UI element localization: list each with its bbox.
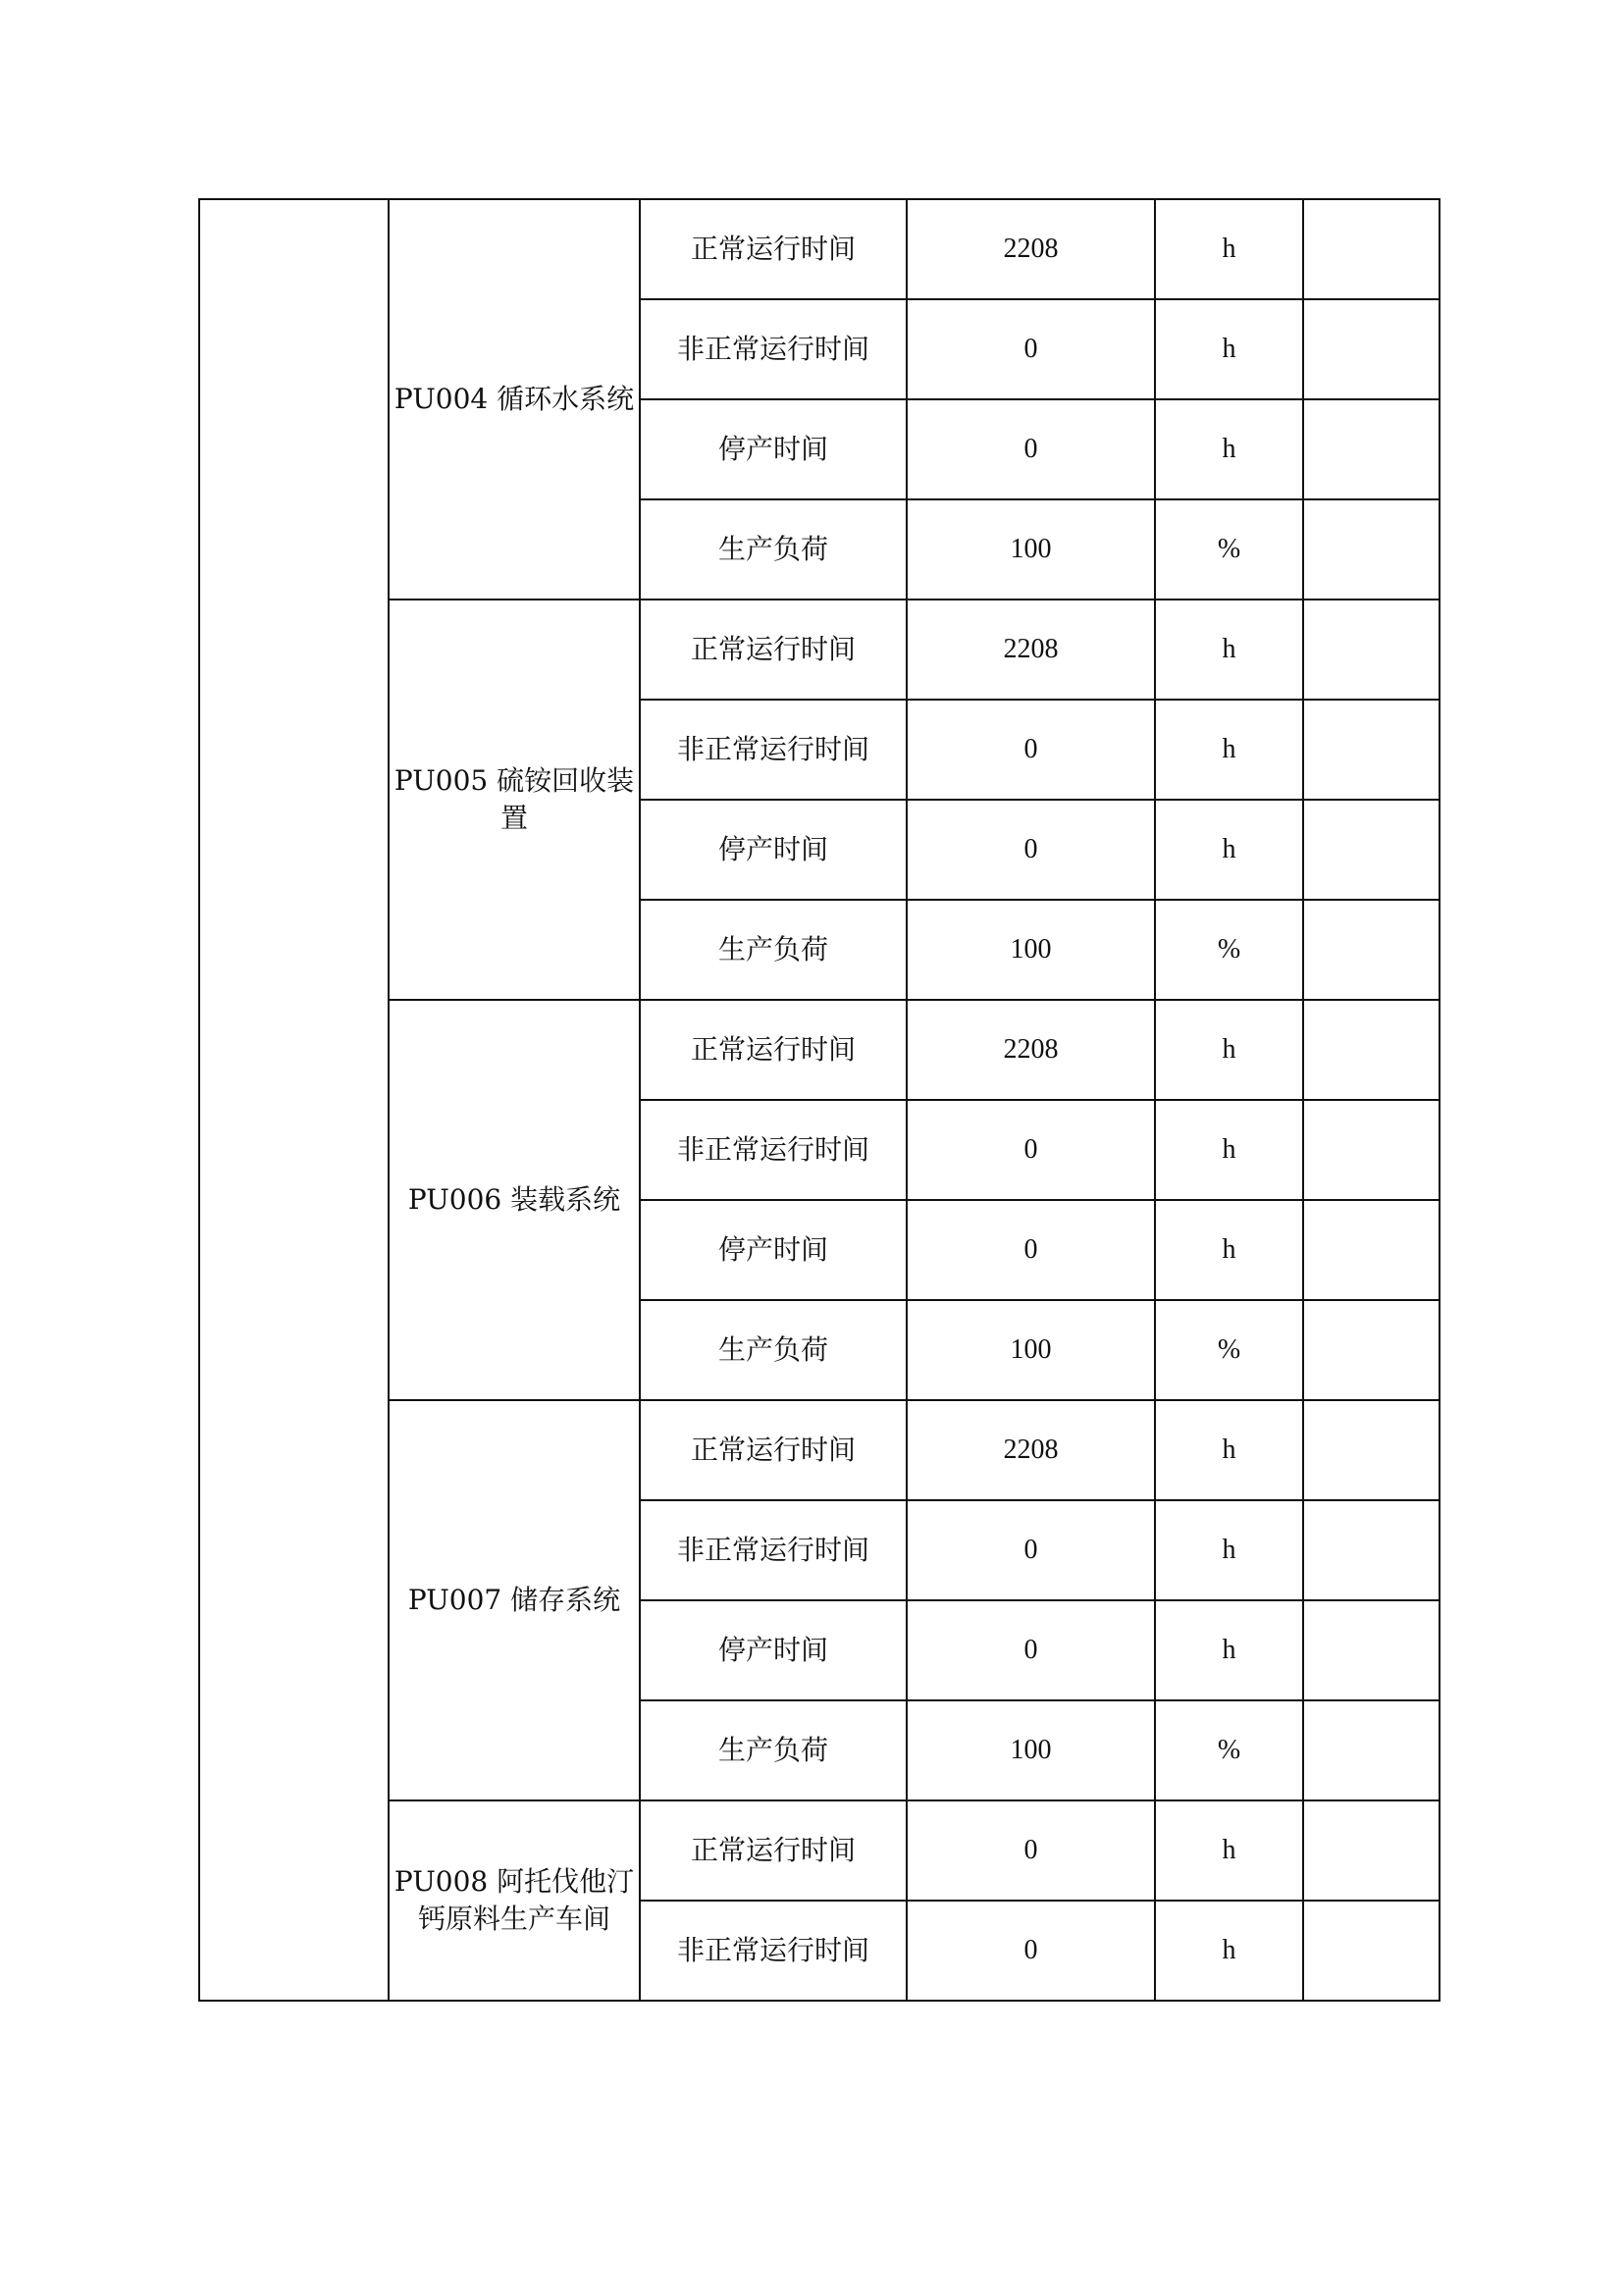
unit-name-cell: PU007 储存系统	[389, 1400, 640, 1800]
metric-cell: 正常运行时间	[640, 1800, 907, 1901]
unit-cell: h	[1155, 800, 1303, 900]
metric-cell: 正常运行时间	[640, 1000, 907, 1100]
metric-cell: 正常运行时间	[640, 600, 907, 700]
metric-cell: 停产时间	[640, 1600, 907, 1700]
metric-cell: 停产时间	[640, 1200, 907, 1300]
note-cell	[1303, 1000, 1440, 1100]
unit-cell: %	[1155, 1700, 1303, 1800]
metric-cell: 非正常运行时间	[640, 1901, 907, 2001]
unit-cell: h	[1155, 1000, 1303, 1100]
metric-cell: 停产时间	[640, 800, 907, 900]
note-cell	[1303, 399, 1440, 499]
unit-name-cell: PU005 硫铵回收装置	[389, 600, 640, 1000]
metric-cell: 非正常运行时间	[640, 1500, 907, 1600]
category-cell	[199, 199, 389, 2001]
unit-cell: h	[1155, 299, 1303, 399]
note-cell	[1303, 900, 1440, 1000]
unit-cell: h	[1155, 1400, 1303, 1500]
value-cell: 0	[907, 1500, 1155, 1600]
unit-cell: h	[1155, 1800, 1303, 1901]
note-cell	[1303, 1700, 1440, 1800]
unit-cell: h	[1155, 399, 1303, 499]
value-cell: 0	[907, 1901, 1155, 2001]
unit-cell: %	[1155, 900, 1303, 1000]
value-cell: 0	[907, 800, 1155, 900]
value-cell: 0	[907, 1800, 1155, 1901]
note-cell	[1303, 600, 1440, 700]
unit-cell: h	[1155, 1100, 1303, 1200]
metric-cell: 非正常运行时间	[640, 1100, 907, 1200]
note-cell	[1303, 199, 1440, 299]
unit-cell: h	[1155, 600, 1303, 700]
metric-cell: 停产时间	[640, 399, 907, 499]
value-cell: 2208	[907, 600, 1155, 700]
note-cell	[1303, 499, 1440, 600]
note-cell	[1303, 1600, 1440, 1700]
unit-name-cell: PU006 装载系统	[389, 1000, 640, 1400]
unit-name-cell: PU004 循环水系统	[389, 199, 640, 600]
unit-cell: h	[1155, 1200, 1303, 1300]
value-cell: 0	[907, 1100, 1155, 1200]
metric-cell: 生产负荷	[640, 499, 907, 600]
unit-cell: h	[1155, 1600, 1303, 1700]
value-cell: 0	[907, 700, 1155, 800]
unit-cell: %	[1155, 1300, 1303, 1400]
value-cell: 100	[907, 900, 1155, 1000]
note-cell	[1303, 299, 1440, 399]
note-cell	[1303, 1300, 1440, 1400]
note-cell	[1303, 1400, 1440, 1500]
value-cell: 0	[907, 1600, 1155, 1700]
unit-cell: h	[1155, 1500, 1303, 1600]
unit-cell: h	[1155, 1901, 1303, 2001]
note-cell	[1303, 700, 1440, 800]
metric-cell: 非正常运行时间	[640, 700, 907, 800]
metric-cell: 生产负荷	[640, 1700, 907, 1800]
note-cell	[1303, 1800, 1440, 1901]
note-cell	[1303, 1200, 1440, 1300]
note-cell	[1303, 1500, 1440, 1600]
note-cell	[1303, 1100, 1440, 1200]
value-cell: 100	[907, 1300, 1155, 1400]
unit-cell: h	[1155, 700, 1303, 800]
operation-table	[198, 198, 1441, 2002]
metric-cell: 正常运行时间	[640, 199, 907, 299]
value-cell: 0	[907, 299, 1155, 399]
value-cell: 2208	[907, 1000, 1155, 1100]
note-cell	[1303, 800, 1440, 900]
metric-cell: 正常运行时间	[640, 1400, 907, 1500]
value-cell: 100	[907, 499, 1155, 600]
unit-name-cell: PU008 阿托伐他汀钙原料生产车间	[389, 1800, 640, 2001]
metric-cell: 生产负荷	[640, 900, 907, 1000]
value-cell: 100	[907, 1700, 1155, 1800]
unit-cell: %	[1155, 499, 1303, 600]
metric-cell: 非正常运行时间	[640, 299, 907, 399]
table-row	[199, 199, 1440, 299]
metric-cell: 生产负荷	[640, 1300, 907, 1400]
note-cell	[1303, 1901, 1440, 2001]
value-cell: 0	[907, 399, 1155, 499]
unit-cell: h	[1155, 199, 1303, 299]
value-cell: 2208	[907, 1400, 1155, 1500]
value-cell: 0	[907, 1200, 1155, 1300]
value-cell: 2208	[907, 199, 1155, 299]
